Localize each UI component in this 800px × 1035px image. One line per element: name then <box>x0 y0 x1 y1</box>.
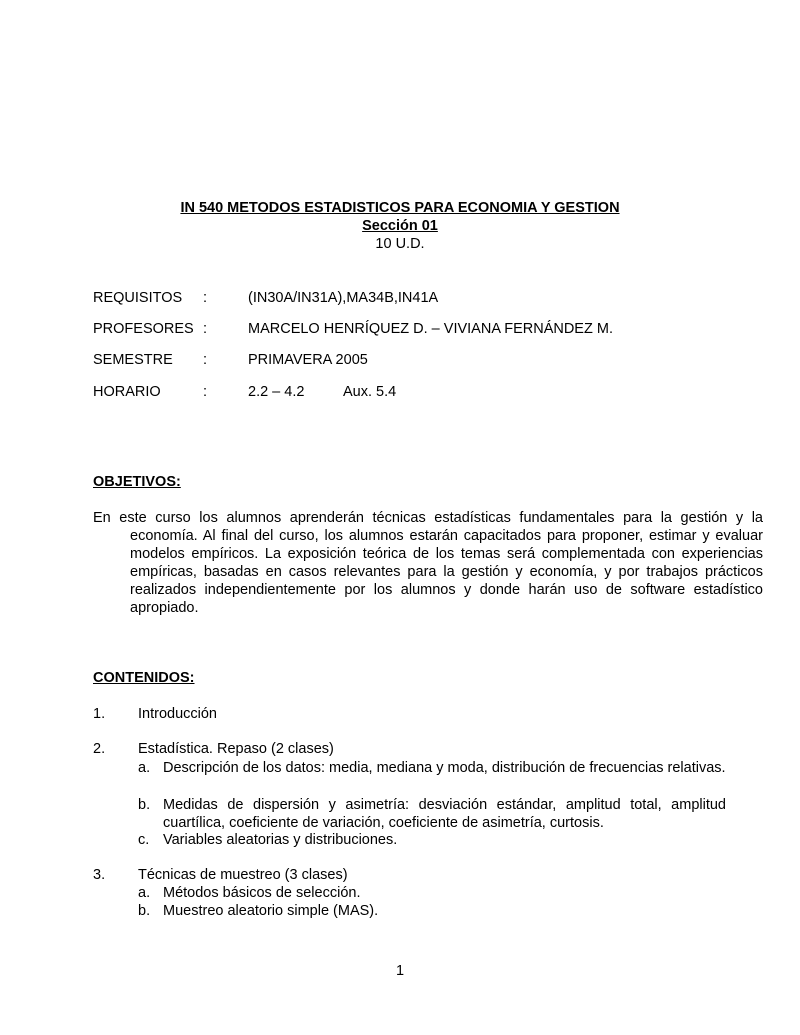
info-key: PROFESORES <box>93 321 194 337</box>
info-sep: : <box>203 352 208 368</box>
info-value: PRIMAVERA 2005 <box>248 352 368 368</box>
info-sep: : <box>203 290 208 306</box>
sub-text: Medidas de dispersión y asimetría: desviación estándar, amplitud total, amplitud cuartílica, coeficiente de variación, coeficiente de asimetría, curtosis. <box>163 797 726 831</box>
info-key: SEMESTRE <box>93 352 173 368</box>
objetivos-heading: OBJETIVOS: <box>93 474 181 490</box>
page-number: 1 <box>395 963 405 979</box>
units-label: 10 U.D. <box>375 236 425 252</box>
sub-item <box>138 902 726 920</box>
sub-letter: b. <box>138 903 151 919</box>
course-title: IN 540 METODOS ESTADISTICOS PARA ECONOMIA Y GESTION <box>180 200 620 216</box>
sub-letter: a. <box>138 885 151 901</box>
sub-item <box>138 884 726 902</box>
sub-letter: a. <box>138 760 151 776</box>
sub-text: Variables aleatorias y distribuciones. <box>163 832 398 848</box>
info-key: REQUISITOS <box>93 290 183 306</box>
item-number: 3. <box>93 867 106 883</box>
sub-letter: b. <box>138 797 151 813</box>
sub-item <box>138 796 726 832</box>
item-number: 2. <box>93 741 106 757</box>
contenidos-heading: CONTENIDOS: <box>93 670 195 686</box>
section-label: Sección 01 <box>362 218 438 234</box>
sub-text: Muestreo aleatorio simple (MAS). <box>163 903 379 919</box>
info-value: MARCELO HENRÍQUEZ D. – VIVIANA FERNÁNDEZ M. <box>248 321 613 337</box>
info-value: 2.2 – 4.2 <box>248 384 305 400</box>
info-sep: : <box>203 384 208 400</box>
sub-item <box>138 759 726 777</box>
info-row-requisitos <box>93 290 743 310</box>
info-row-profesores <box>93 321 743 341</box>
sub-text: Métodos básicos de selección. <box>163 885 361 901</box>
info-row-horario <box>93 384 743 404</box>
info-extra: Aux. 5.4 <box>343 384 397 400</box>
sub-text: Descripción de los datos: media, mediana y moda, distribución de frecuencias relativas. <box>163 760 726 776</box>
item-number: 1. <box>93 706 106 722</box>
sub-letter: c. <box>138 832 150 848</box>
item-title: Introducción <box>138 706 217 722</box>
info-key: HORARIO <box>93 384 161 400</box>
objetivos-paragraph: En este curso los alumnos aprenderán técnicas estadísticas fundamentales para la gestión y la economía. Al final del curso, los alumnos estarán capacitados para proponer, estimar y evaluar modelos empíricos. La exposición teórica de los temas será complementada con experiencias empíricas, basadas en casos relevantes para la gestión y economía, y por trabajos prácticos realizados independientemente por los alumnos y donde harán uso de software estadístico apropiado. <box>93 510 763 616</box>
sub-item <box>138 831 726 849</box>
item-title: Estadística. Repaso (2 clases) <box>138 741 334 757</box>
info-sep: : <box>203 321 208 337</box>
info-value: (IN30A/IN31A),MA34B,IN41A <box>248 290 439 306</box>
item-title: Técnicas de muestreo (3 clases) <box>138 867 348 883</box>
info-row-semestre <box>93 352 743 372</box>
